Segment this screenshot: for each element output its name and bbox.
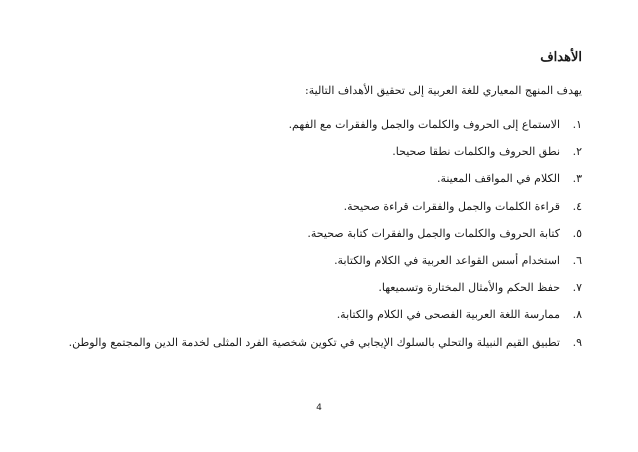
intro-paragraph: يهدف المنهج المعياري للغة العربية إلى تحقيق الأهداف التالية: (305, 84, 582, 97)
list-item (42, 280, 582, 307)
list-item-text: الكلام في المواقف المعينة. (436, 172, 560, 186)
list-item-text: نطق الحروف والكلمات نطقا صحيحا. (392, 145, 560, 159)
list-item-text: حفظ الحكم والأمثال المختارة وتسميعها. (378, 281, 560, 295)
list-item-text: قراءة الكلمات والجمل والفقرات قراءة صحيحة. (343, 199, 560, 213)
list-item (42, 307, 582, 334)
list-item-text: الاستماع إلى الحروف والكلمات والجمل والفقرات مع الفهم. (288, 118, 560, 131)
list-item (42, 335, 582, 362)
section-heading: الأهداف (540, 50, 582, 65)
page-number: 4 (316, 403, 322, 413)
list-item-number: ٢. (572, 145, 582, 159)
list-item-number: ٣. (572, 172, 582, 186)
list-item (42, 226, 582, 253)
list-item-text: كتابة الحروف والكلمات والجمل والفقرات كتابة صحيحة. (307, 226, 560, 240)
list-item-number: ٦. (572, 253, 582, 267)
list-item (42, 171, 582, 198)
goals-list (42, 117, 582, 362)
list-item (42, 253, 582, 280)
list-item (42, 199, 582, 226)
list-item-number: ٩. (572, 335, 582, 349)
list-item-text: ممارسة اللغة العربية الفصحى في الكلام والكتابة. (336, 308, 560, 322)
list-item-text: تطبيق القيم النبيلة والتحلي بالسلوك الإيجابي في تكوين شخصية الفرد المثلى لخدمة الدين والمجتمع والوطن. (68, 335, 560, 349)
list-item-number: ١. (572, 118, 582, 131)
list-item-text: استخدام أسس القواعد العربية في الكلام والكتابة. (334, 253, 560, 267)
list-item (42, 117, 582, 144)
list-item-number: ٥. (572, 226, 582, 240)
list-item-number: ٧. (572, 281, 582, 295)
list-item (42, 144, 582, 171)
list-item-number: ٨. (572, 308, 582, 322)
list-item-number: ٤. (572, 199, 582, 213)
